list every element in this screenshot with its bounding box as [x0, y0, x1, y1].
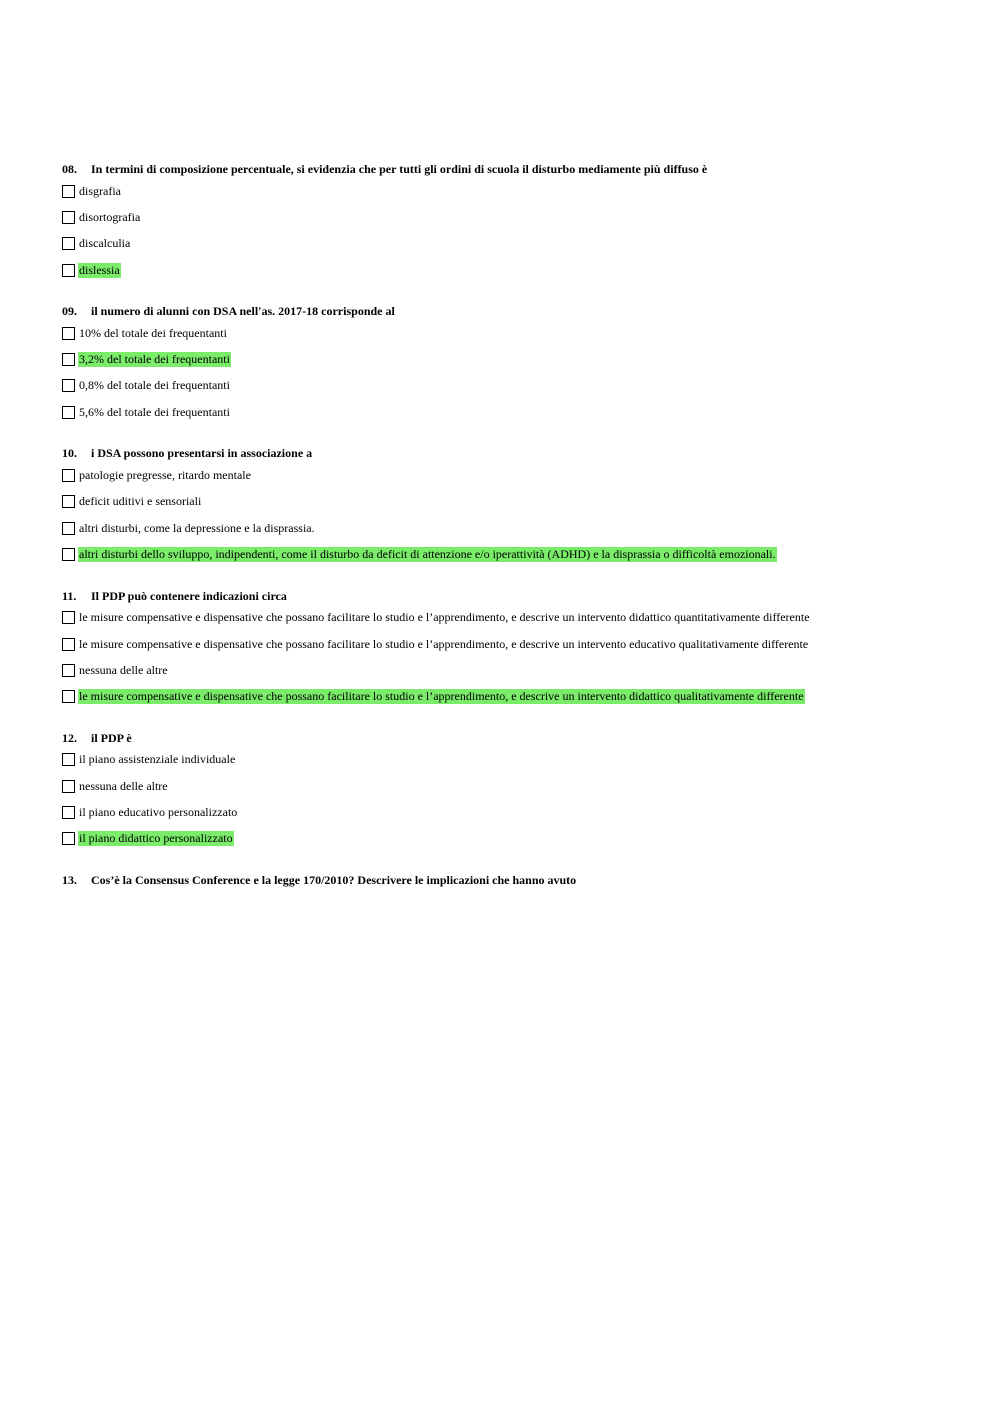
answer-option[interactable]: [62, 489, 962, 515]
checkbox[interactable]: [62, 264, 75, 277]
answer-option[interactable]: [62, 515, 962, 541]
checkbox[interactable]: [62, 611, 75, 624]
answer-option[interactable]: [62, 631, 962, 657]
option-label: nessuna delle altre: [79, 778, 168, 793]
checkbox[interactable]: [62, 327, 75, 340]
checkbox[interactable]: [62, 522, 75, 535]
option-label-highlighted: il piano didattico personalizzato: [79, 831, 233, 846]
checkbox[interactable]: [62, 832, 75, 845]
checkbox[interactable]: [62, 211, 75, 224]
answer-option[interactable]: [62, 204, 962, 230]
answer-option-correct[interactable]: [62, 826, 962, 852]
question-11: [62, 587, 962, 710]
answer-option[interactable]: [62, 462, 962, 488]
checkbox[interactable]: [62, 406, 75, 419]
answer-option[interactable]: [62, 773, 962, 799]
answer-option[interactable]: [62, 399, 962, 425]
question-number: 09.: [62, 304, 77, 319]
checkbox[interactable]: [62, 237, 75, 250]
option-label: deficit uditivi e sensoriali: [79, 494, 202, 509]
checkbox[interactable]: [62, 185, 75, 198]
answer-option[interactable]: [62, 605, 962, 631]
checkbox[interactable]: [62, 638, 75, 651]
answer-option-correct[interactable]: [62, 541, 962, 567]
checkbox[interactable]: [62, 353, 75, 366]
question-number: 11.: [62, 588, 77, 603]
option-label-highlighted: altri disturbi dello sviluppo, indipendenti, come il disturbo da deficit di attenzione e/o iperattività (ADHD) e la disprassia o difficoltà emozionali.: [79, 546, 776, 561]
option-label: le misure compensative e dispensative che possano facilitare lo studio e l’apprendimento, e descrive un intervento didattico quantitativamente differente: [79, 610, 810, 625]
question-12: [62, 729, 962, 852]
option-label-highlighted: le misure compensative e dispensative che possano facilitare lo studio e l’apprendimento, e descrive un intervento didattico qualitativamente differente: [79, 689, 804, 704]
option-label: 5,6% del totale dei frequentanti: [79, 404, 230, 419]
checkbox[interactable]: [62, 548, 75, 561]
checkbox[interactable]: [62, 664, 75, 677]
checkbox[interactable]: [62, 806, 75, 819]
option-label: 10% del totale dei frequentanti: [79, 325, 227, 340]
question-text: il numero di alunni con DSA nell'as. 2017-18 corrisponde al: [91, 304, 395, 319]
checkbox[interactable]: [62, 379, 75, 392]
option-label: discalculia: [79, 236, 131, 251]
checkbox[interactable]: [62, 690, 75, 703]
option-label-highlighted: 3,2% del totale dei frequentanti: [79, 352, 230, 367]
answer-option[interactable]: [62, 373, 962, 399]
checkbox[interactable]: [62, 753, 75, 766]
question-text: il PDP è: [91, 730, 132, 745]
question-09: [62, 302, 962, 425]
option-label: altri disturbi, come la depressione e la disprassia.: [79, 520, 315, 535]
answer-option-correct[interactable]: [62, 346, 962, 372]
option-label: il piano educativo personalizzato: [79, 804, 238, 819]
checkbox[interactable]: [62, 469, 75, 482]
option-label: patologie pregresse, ritardo mentale: [79, 468, 251, 483]
question-text: Il PDP può contenere indicazioni circa: [91, 588, 287, 603]
answer-option-correct[interactable]: [62, 257, 962, 283]
option-label: le misure compensative e dispensative che possano facilitare lo studio e l’apprendimento, e descrive un intervento educativo qualitativamente differente: [79, 636, 809, 651]
question-title: [62, 729, 962, 747]
answer-option[interactable]: [62, 178, 962, 204]
option-label: il piano assistenziale individuale: [79, 752, 236, 767]
question-text: Cos’è la Consensus Conference e la legge 170/2010? Descrivere le implicazioni che hanno avuto: [91, 872, 577, 887]
checkbox[interactable]: [62, 780, 75, 793]
question-08: [62, 160, 962, 283]
question-number: 10.: [62, 446, 77, 461]
answer-option[interactable]: [62, 799, 962, 825]
answer-option-correct[interactable]: [62, 683, 962, 709]
checkbox[interactable]: [62, 495, 75, 508]
question-number: 12.: [62, 730, 77, 745]
question-title: [62, 587, 962, 605]
question-number: 13.: [62, 872, 77, 887]
answer-option[interactable]: [62, 747, 962, 773]
option-label: nessuna delle altre: [79, 662, 168, 677]
question-number: 08.: [62, 162, 77, 176]
question-13: [62, 871, 962, 889]
option-label-highlighted: dislessia: [79, 262, 120, 277]
question-text: In termini di composizione percentuale, si evidenzia che per tutti gli ordini di scuola il disturbo mediamente più diffuso è: [91, 162, 708, 176]
question-title: [62, 871, 962, 889]
question-text: i DSA possono presentarsi in associazione a: [91, 446, 313, 461]
question-10: [62, 444, 962, 567]
option-label: disgrafia: [79, 183, 121, 198]
question-title: [62, 444, 962, 462]
answer-option[interactable]: [62, 657, 962, 683]
option-label: disortografia: [79, 209, 141, 224]
answer-option[interactable]: [62, 320, 962, 346]
quiz-page: [62, 160, 962, 908]
question-title: [62, 302, 962, 320]
answer-option[interactable]: [62, 231, 962, 257]
question-title: [62, 160, 962, 178]
option-label: 0,8% del totale dei frequentanti: [79, 378, 230, 393]
